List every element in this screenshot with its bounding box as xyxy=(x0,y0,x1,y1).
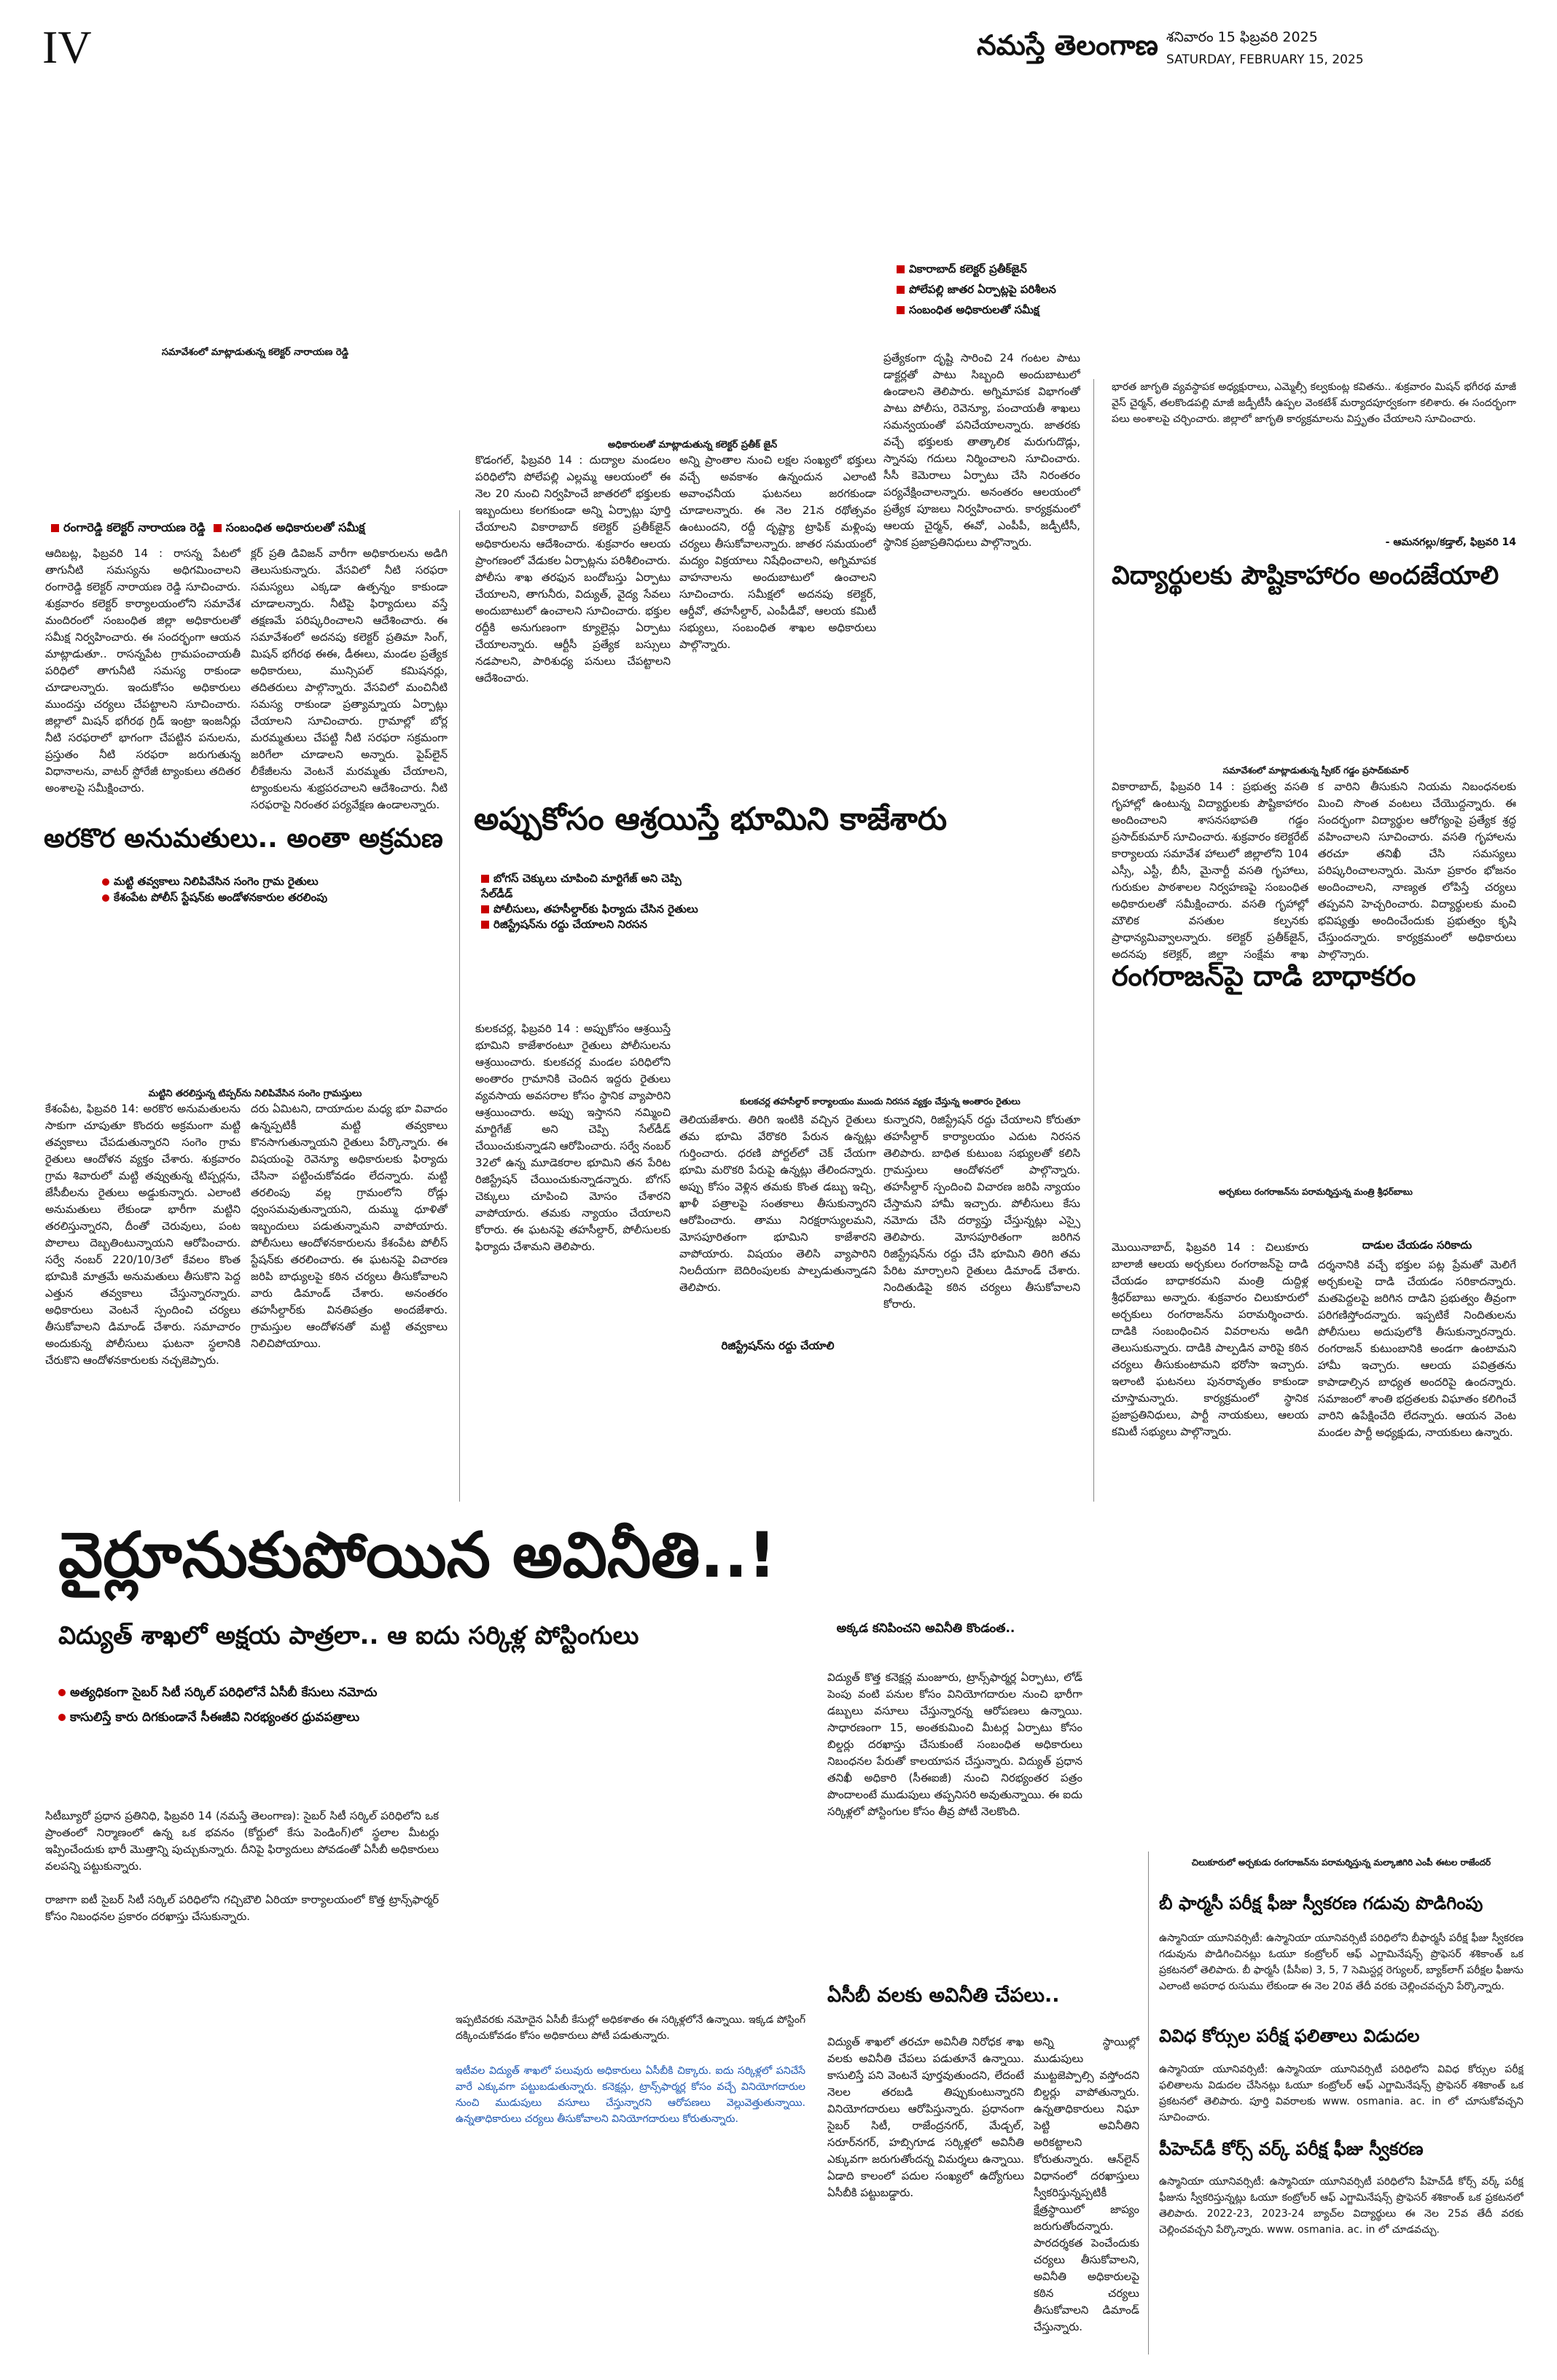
bullet-text: కాసులిస్తే కారు దిగకుండానే సీఈజీవి నిరభ్యంతర ధ్రువపత్రాలు xyxy=(70,1710,360,1725)
bullet-text: మట్టి తవ్వకాలు నిలిపివేసిన సంగెం గ్రామ రైతులు xyxy=(114,875,319,888)
story4-headline: అప్పుకోసం ఆశ్రయిస్తే భూమిని కాజేశారు xyxy=(474,801,948,838)
bullet-text: సంబంధిత అధికారులతో సమీక్ష xyxy=(225,520,365,534)
story7-headline: వైర్లూనుకుపోయిన అవినీతి..! xyxy=(58,1519,776,1592)
bullet-icon xyxy=(481,921,489,929)
story7-col2: విద్యుత్‌ కొత్త కనెక్షన్ల మంజూరు, ట్రాన్స్‌ఫార్మర్ల ఏర్పాటు, లోడ్‌ పెంపు వంటి పనుల కోసం వినియోగదారుల నుంచి భారీగా డబ్బులు వసూలు చేస్తున్నారన్న ఆరోపణలు ఉన్నాయి. సాధారణంగా 15, అంతకుమించి మీటర్ల ఏర్పాటు కోసం బిల్డర్లు దరఖాస్తు చేసుకుంటే సంబంధిత అధికారులు నిబంధనల పేరుతో కాలయాపన చేస్తున్నారు. విద్యుత్‌ ప్రధాన తనిఖీ అధికారి (సీఈఐజీ) నుంచి నిరభ్యంతర పత్రం పొందాలంటే ముడుపులు తప్పనిసరి అవుతున్నాయి. ఈ ఐదు సర్కిళ్లలో పోస్టింగుల కోసం తీవ్ర పోటీ నెలకొంది. xyxy=(827,1671,1082,1818)
bullet-text: పోలేపల్లి జాతర ఏర్పాట్లపై పరిశీలన xyxy=(909,283,1056,296)
story1-sub-bullets xyxy=(102,873,467,905)
story7-pull-note: ఇప్పటివరకు నమోదైన ఏసీబీ కేసుల్లో అధికశాతం ఈ సర్కిళ్లలోనే ఉన్నాయి. ఇక్కడ పోస్టింగ్‌ దక్కించుకోవడం కోసం అధికారులు పోటీ పడుతున్నారు. xyxy=(456,2014,805,2042)
bullet-text: వికారాబాద్‌ కలెక్టర్‌ ప్రతీక్‌జైన్‌ xyxy=(909,262,1027,276)
story4-subhead: రిజిస్ట్రేషన్‌ను రద్దు చేయాలి xyxy=(721,1339,835,1352)
story3-col2: అన్ని ప్రాంతాల నుంచి లక్షల సంఖ్యలో భక్తులు వచ్చే అవకాశం ఉన్నందున ఎలాంటి అవాంఛనీయ ఘటనలు జరగకుండా చూడాలన్నారు. ఈ నెల 21న రథోత్సవం ఉంటుందని, రద్దీ దృష్ట్యా ట్రాఫిక్‌ మళ్లింపు చర్యలు తీసుకోవాలన్నారు. జాతర సమయంలో మద్యం విక్రయాలు నిషేధించాలని, అగ్నిమాపక వాహనాలను అందుబాటులో ఉంచాలని సూచించారు. సమీక్షలో అదనపు కలెక్టర్‌, ఆర్డీవో, తహసీల్దార్‌, ఎంపీడీవో, ఆలయ కమిటీ సభ్యులు, సంబంధిత శాఖల అధికారులు పాల్గొన్నారు. xyxy=(679,453,876,651)
story5-col1: వికారాబాద్‌, ఫిబ్రవరి 14 : ప్రభుత్వ వసతి గృహాల్లో ఉంటున్న విద్యార్థులకు పౌష్టికాహారం అందించాలని శాసనసభాపతి గడ్డం ప్రసాద్‌కుమార్‌ సూచించారు. శుక్రవారం కలెక్టరేట్‌ కార్యాలయ సమావేశ హాలులో జిల్లాలోని 104 ఎస్సీ, ఎస్టీ, బీసీ, మైనార్టీ వసతి గృహాలు, గురుకుల పాఠశాలల నిర్వహణపై సంబంధిత అధికారులతో సమీక్షించారు. వసతి గృహాల్లో మౌలిక వసతుల కల్పనకు ప్రాధాన్యమివ్వాలన్నారు. కలెక్టర్‌ ప్రతీక్‌జైన్‌, అదనపు కలెక్టర్‌, జిల్లా సంక్షేమ శాఖ xyxy=(1112,780,1308,961)
story7-col1: సిటీబ్యూరో ప్రధాన ప్రతినిధి, ఫిబ్రవరి 14 (నమస్తే తెలంగాణ): సైబర్‌ సిటీ సర్కిల్‌ పరిధిలోని ఒక ప్రాంతంలో నిర్మాణంలో ఉన్న ఒక భవనం (కోర్టులో కేసు పెండింగ్‌)లో స్థలాల మీటర్లు ఇప్పించేందుకు భారీ మొత్తాన్ని పుచ్చుకున్నారు. దీనిపై ఫిర్యాదులు పోవడంతో ఏసీబీ అధికారులు వలపన్ని పట్టుకున్నారు. రాజాగా ఐటీ సైబర్‌ సిటీ సర్కిల్‌ పరిధిలోని గచ్చిబౌలి ఏరియా కార్యాలయంలో కొత్త ట్రాన్స్‌ఫార్మర్‌ కోసం నిబంధనల ప్రకారం దరఖాస్తు చేసుకున్నారు. xyxy=(45,1809,439,1923)
story1-col1: ఆదిబట్ల, ఫిబ్రవరి 14 : రాసన్న పేటలో తాగునీటి సమస్యను అధిగమించాలని రంగారెడ్డి కలెక్టర్‌ నారాయణ రెడ్డి సూచించారు. శుక్రవారం కలెక్టర్‌ కార్యాలయంలోని సమావేశ మందిరంలో సంబంధిత జిల్లా అధికారులతో సమీక్ష నిర్వహించారు. ఈ సందర్భంగా ఆయన మాట్లాడుతూ.. రాసన్నపేట గ్రామపంచాయతీ పరిధిలో తాగునీటి సమస్య రాకుండా చూడాలన్నారు. ఇందుకోసం అధికారులు ముందస్తు చర్యలు చేపట్టాలని సూచించారు. జిల్లాలో మిషన్‌ భగీరథ గ్రిడ్‌ ఇంట్రా ఇంజనీర్లు నీటి సరఫరాలో భాగంగా చేపట్టిన పనులను, ప్రస్తుతం నీటి సరఫరా జరుగుతున్న విధానాలను, వాటర్‌ స్టోరేజీ ట్యాంకులు తదితర అంశాలపై సమీక్షించారు. xyxy=(45,547,241,795)
bullet-text: కేశంపేట పోలీస్‌ స్టేషన్‌కు అండోళనకారుల తరలింపు xyxy=(114,891,328,904)
photo-caption: కులకచర్ల తహసీల్దార్‌ కార్యాలయం ముందు నిరసన వ్యక్తం చేస్తున్న అంతారం రైతులు xyxy=(740,1096,1021,1107)
story1-bullets xyxy=(51,519,474,537)
brief-body: ఉస్మానియా యూనివర్సిటీ: ఉస్మానియా యూనివర్సిటీ పరిధిలోని బీఫార్మసీ పరీక్ష ఫీజు స్వీకరణ గడువును పొడిగించినట్లు ఓయూ కంట్రోలర్‌ ఆఫ్‌ ఎగ్జామినేషన్స్‌ ప్రొఫెసర్‌ శశికాంత్‌ ఒక ప్రకటనలో తెలిపారు. బీ ఫార్మసీ (పీసీఐ) 3, 5, 7 సెమిస్టర్ల రెగ్యులర్‌, బ్యాక్‌లాగ్‌ పరీక్షల ఫీజును ఎలాంటి అపరాధ రుసుము లేకుండా ఈ నెల 20వ తేదీ వరకు చెల్లించవచ్చని పేర్కొన్నారు. xyxy=(1159,1932,1523,1992)
brief-body: ఉస్మానియా యూనివర్సిటీ: ఉస్మానియా యూనివర్సిటీ పరిధిలోని పీహెచ్‌డీ కోర్స్‌ వర్క్‌ పరీక్ష ఫీజును స్వీకరిస్తున్నట్లు ఓయూ కంట్రోలర్‌ ఆఫ్‌ ఎగ్జామినేషన్స్‌ ప్రొఫెసర్‌ శశికాంత్‌ ఒక ప్రకటనలో తెలిపారు. 2022-23, 2023-24 బ్యాచ్‌ల విద్యార్థులు ఈ నెల 25వ తేదీ వరకు చెల్లించవచ్చని పేర్కొన్నారు. www. osmania. ac. in లో చూడవచ్చు. xyxy=(1159,2176,1523,2236)
masthead: నమస్తే తెలంగాణ xyxy=(977,29,1158,61)
story5-dateline: - ఆమనగల్లు/కడ్తాల్‌, ఫిబ్రవరి 14 xyxy=(1385,537,1516,548)
story7-blue-quote: ఇటీవల విద్యుత్‌ శాఖలో పలువురు అధికారులు ఏసీబీకి చిక్కారు. ఐదు సర్కిళ్లలో పనిచేసే వారే ఎక్కువగా పట్టుబడుతున్నారు. కనెక్షన్లు, ట్రాన్స్‌ఫార్మర్ల కోసం వచ్చే వినియోగదారుల నుంచి ముడుపులు వసూలు చేస్తున్నారని ఆరోపణలు వెల్లువెత్తుతున్నాయి. ఉన్నతాధికారులు చర్యలు తీసుకోవాలని వినియోగదారులు కోరుతున్నారు. xyxy=(456,2065,805,2125)
bullet-text: బోగస్‌ చెక్కులు చూపించి మార్టిగేజ్‌ అని చెప్పి సేల్‌డీడ్‌ xyxy=(481,872,682,900)
story7-col3: విద్యుత్‌ శాఖలో తరచూ అవినీతి నిరోధక శాఖ వలకు అవినీతి చేపలు పడుతూనే ఉన్నాయి. కాసులిస్తే పని వెంటనే పూర్తవుతుందని, లేదంటే నెలల తరబడి తిప్పుకుంటున్నారని వినియోగదారులు ఆరోపిస్తున్నారు. ప్రధానంగా సైబర్‌ సిటీ, రాజేంద్రనగర్‌, మేడ్చల్‌, సరూర్‌నగర్‌, హబ్సిగూడ సర్కిళ్లలో అవినీతి ఎక్కువగా జరుగుతోందన్న విమర్శలు ఉన్నాయి. ఏడాది కాలంలో పదుల సంఖ్యలో ఉద్యోగులు ఏసీబీకి పట్టుబడ్డారు. xyxy=(827,2035,1024,2199)
photo-caption: సమావేశంలో మాట్లాడుతున్న స్పీకర్‌ గడ్డం ప్రసాద్‌కుమార్‌ xyxy=(1222,765,1409,776)
bullet-icon xyxy=(897,265,905,273)
date-telugu: శనివారం 15 ఫిబ్రవరి 2025 xyxy=(1166,29,1318,45)
bullet-icon xyxy=(102,878,109,886)
bullet-text: సంబంధిత అధికారులతో సమీక్ష xyxy=(909,303,1039,316)
story7-kicker: అక్కడ కనిపించని అవినీతి కొండంత.. xyxy=(836,1621,1015,1636)
bullet-icon xyxy=(58,1689,66,1696)
bullet-icon xyxy=(58,1714,66,1721)
story4-bullets xyxy=(481,871,700,932)
story4-col3: కున్నారని, రిజిస్ట్రేషన్‌ రద్దు చేయాలని కోరుతూ తహసీల్దార్‌ కార్యాలయం ఎదుట నిరసన తెలిపారు. బాధిత కుటుంబ సభ్యులతో కలిసి గ్రామస్తులు ఆందోళనలో పాల్గొన్నారు. తహసీల్దార్‌ స్పందించి విచారణ జరిపి న్యాయం చేస్తామని హామీ ఇచ్చారు. పోలీసులు కేసు నమోదు చేసి దర్యాప్తు చేస్తున్నట్లు ఎస్సై తెలిపారు. మోసపూరితంగా జరిగిన రిజిస్ట్రేషన్‌ను రద్దు చేసి భూమిని తిరిగి తమ పేరిట మార్చాలని రైతులు డిమాండ్‌ చేశారు. నిందితుడిపై కఠిన చర్యలు తీసుకోవాలని కోరారు. xyxy=(883,1113,1080,1311)
bullet-icon xyxy=(102,894,109,902)
story6-subhead: దాడుల చేయడం సరికాదు xyxy=(1362,1238,1472,1252)
story5-headline: విద్యార్థులకు పౌష్టికాహారం అందజేయాలి xyxy=(1112,561,1499,590)
story2-col1: కేశంపేట, ఫిబ్రవరి 14: అరకొర అనుమతులను సాకుగా చూపుతూ కొందరు అక్రమంగా మట్టి తవ్వకాలు చేపడుతున్నారని సంగెం గ్రామ రైతులు ఆందోళన వ్యక్తం చేశారు. శుక్రవారం గ్రామ శివారులో మట్టి తవ్వుతున్న టిప్పర్లను, జేసీబీలను రైతులు అడ్డుకున్నారు. ఎలాంటి అనుమతులు లేకుండా భారీగా మట్టిని తరలిస్తున్నారని, దీంతో చెరువులు, పంట పొలాలు దెబ్బతింటున్నాయని ఆరోపించారు. సర్వే నంబర్‌ 220/10/3లో కేవలం కొంత భూమికి మాత్రమే అనుమతులు తీసుకొని పెద్ద ఎత్తున తవ్వకాలు చేస్తున్నారన్నారు. అధికారులు వెంటనే స్పందించి చర్యలు తీసుకోవాలని డిమాండ్‌ చేశారు. సమాచారం అందుకున్న పోలీసులు ఘటనా స్థలానికి చేరుకొని ఆందోళనకారులకు నచ్చజెప్పారు. xyxy=(45,1102,241,1367)
date-english: SATURDAY, FEBRUARY 15, 2025 xyxy=(1166,52,1364,67)
story3-bullets xyxy=(897,259,1115,320)
story7-col4: అన్ని స్థాయిల్లో ముడుపులు ముట్టజెప్పాల్సి వస్తోందని బిల్డర్లు వాపోతున్నారు. ఉన్నతాధికారులు నిఘా పెట్టి అవినీతిని అరికట్టాలని కోరుతున్నారు. ఆన్‌లైన్‌ విధానంలో దరఖాస్తులు స్వీకరిస్తున్నప్పటికీ క్షేత్రస్థాయిలో జాప్యం జరుగుతోందన్నారు. పారదర్శకత పెంచేందుకు చర్యలు తీసుకోవాలని, అవినీతి అధికారులపై కఠిన చర్యలు తీసుకోవాలని డిమాండ్‌ చేస్తున్నారు. xyxy=(1034,2035,1139,2333)
bullet-icon xyxy=(51,524,59,532)
bullet-icon xyxy=(481,905,489,913)
bullet-icon xyxy=(897,286,905,294)
story5-col0: భారత జాగృతి వ్యవస్థాపక అధ్యక్షురాలు, ఎమ్మెల్సీ కల్వకుంట్ల కవితను.. శుక్రవారం మిషన్‌ భగీరథ మాజీ వైస్‌ చైర్మన్‌, తలకొండపల్లి మాజీ జడ్పీటీసీ ఉప్పల వెంకటేశ్‌ మర్యాదపూర్వకంగా కలిశారు. ఈ సందర్భంగా పలు అంశాలపై చర్చించారు. జిల్లాలో జాగృతి కార్యక్రమాలను విస్తృతం చేయాలని సూచించారు. xyxy=(1112,381,1516,425)
story7-headline2: ఏసీబీ వలకు అవినీతి చేపలు.. xyxy=(827,1984,1060,2007)
story6-headline: రంగరాజన్‌పై దాడి బాధాకరం xyxy=(1112,960,1416,992)
photo-caption: అధికారులతో మాట్లాడుతున్న కలెక్టర్‌ ప్రతీక్‌ జైన్‌ xyxy=(607,440,778,450)
brief-title: బీ ఫార్మసీ పరీక్ష ఫీజు స్వీకరణ గడువు పొడిగింపు xyxy=(1159,1893,1483,1913)
story3-col1: కొడంగల్‌, ఫిబ్రవరి 14 : దుద్యాల మండలం పరిధిలోని పోలేపల్లి ఎల్లమ్మ ఆలయంలో ఈ నెల 20 నుంచి నిర్వహించే జాతరలో భక్తులకు ఇబ్బందులు కలగకుండా అన్ని ఏర్పాట్లు పూర్తి చేయాలని వికారాబాద్‌ కలెక్టర్‌ ప్రతీక్‌జైన్‌ అధికారులను ఆదేశించారు. శుక్రవారం ఆలయ ప్రాంగణంలో వేడుకల ఏర్పాట్లను పరిశీలించారు. పోలీసు శాఖ తరఫున బందోబస్తు ఏర్పాటు చేయాలని, తాగునీరు, విద్యుత్‌, వైద్య సేవలు అందుబాటులో ఉంచాలని సూచించారు. భక్తుల రద్దీకి అనుగుణంగా క్యూలైన్లు ఏర్పాటు చేయాలన్నారు. ఆర్టీసీ ప్రత్యేక బస్సులు నడపాలని, పారిశుధ్య పనులు చేపట్టాలని ఆదేశించారు. xyxy=(475,453,671,684)
photo-caption: అర్చకులు రంగరాజన్‌ను పరామర్శిస్తున్న మంత్రి శ్రీధర్‌బాబు xyxy=(1219,1187,1413,1197)
story1-headline: అరకొర అనుమతులు.. అంతా అక్రమణ xyxy=(44,824,443,854)
story7-bullets xyxy=(58,1680,423,1730)
bullet-text: రంగారెడ్డి కలెక్టర్‌ నారాయణ రెడ్డి xyxy=(63,520,206,534)
photo-caption: మట్టిని తరలిస్తున్న టిప్పర్‌ను నిలిపివేసిన సంగెం గ్రామస్తులు xyxy=(148,1088,362,1099)
story3-col3: ప్రత్యేకంగా దృష్టి సారించి 24 గంటల పాటు డాక్టర్లతో పాటు సిబ్బంది అందుబాటులో ఉండాలని తెలిపారు. అగ్నిమాపక విభాగంతో పాటు పోలీసు, రెవెన్యూ, పంచాయతీ శాఖలు సమన్వయంతో పనిచేయాలన్నారు. జాతరకు వచ్చే భక్తులకు తాత్కాలిక మరుగుదొడ్లు, స్నానపు గదులు నిర్మించాలని సూచించారు. సీసీ కెమెరాలు ఏర్పాటు చేసి నిరంతరం పర్యవేక్షించాలన్నారు. అనంతరం ఆలయంలో ప్రత్యేక పూజలు నిర్వహించారు. కార్యక్రమంలో ఆలయ చైర్మన్‌, ఈవో, ఎంపీపీ, జడ్పీటీసీ, స్థానిక ప్రజాప్రతినిధులు పాల్గొన్నారు. xyxy=(883,351,1080,549)
photo-caption: సమావేశంలో మాట్లాడుతున్న కలెక్టర్‌ నారాయణ రెడ్డి xyxy=(161,347,349,358)
story6-col1: మొయినాబాద్‌, ఫిబ్రవరి 14 : చిలుకూరు బాలాజీ ఆలయ అర్చకులు రంగరాజన్‌పై దాడి చేయడం బాధాకరమని మంత్రి దుద్దిళ్ల శ్రీధర్‌బాబు అన్నారు. శుక్రవారం చిలుకూరులో అర్చకులు రంగరాజన్‌ను పరామర్శించారు. దాడికి సంబంధించిన వివరాలను అడిగి తెలుసుకున్నారు. దాడికి పాల్పడిన వారిపై కఠిన చర్యలు తీసుకుంటామని భరోసా ఇచ్చారు. ఇలాంటి ఘటనలు పునరావృతం కాకుండా చూస్తామన్నారు. కార్యక్రమంలో స్థానిక ప్రజాప్రతినిధులు, పార్టీ నాయకులు, ఆలయ కమిటీ సభ్యులు పాల్గొన్నారు. xyxy=(1112,1241,1308,1438)
story1-col2: క్లర్‌ ప్రతి డివిజన్‌ వారీగా అధికారులను అడిగి తెలుసుకున్నారు. వేసవిలో నీటి సరఫరా సమస్యలు ఎక్కడా ఉత్పన్నం కాకుండా చూడాలన్నారు. నీటిపై ఫిర్యాదులు వస్తే తక్షణమే పరిష్కరించాలని ఆదేశించారు. ఈ సమావేశంలో అదనపు కలెక్టర్‌ ప్రతిమా సింగ్‌, మిషన్‌ భగీరథ ఈఈ, డీఈలు, మండల ప్రత్యేక అధికారులు, మున్సిపల్‌ కమిషనర్లు, తదితరులు పాల్గొన్నారు. వేసవిలో మంచినీటి సమస్య రాకుండా ప్రత్యామ్నాయ ఏర్పాట్లు చేయాలని సూచించారు. గ్రామాల్లో బోర్ల మరమ్మతులు చేపట్టి నీటి సరఫరా సక్రమంగా జరిగేలా చూడాలని అన్నారు. పైప్‌లైన్‌ లీకేజీలను వెంటనే మరమ్మతు చేయాలని, ట్యాంకులను శుభ్రపరచాలని ఆదేశించారు. నీటి సరఫరాపై నిరంతర పర్యవేక్షణ ఉండాలన్నారు. xyxy=(251,547,448,811)
brief-body: ఉస్మానియా యూనివర్సిటీ: ఉస్మానియా యూనివర్సిటీ పరిధిలోని వివిధ కోర్సుల పరీక్ష ఫలితాలను విడుదల చేసినట్లు ఓయూ కంట్రోలర్‌ ఆఫ్‌ ఎగ్జామినేషన్స్‌ ప్రొఫెసర్‌ శశికాంత్‌ ఒక ప్రకటనలో తెలిపారు. పూర్తి వివరాలకు www. osmania. ac. in లో చూసుకోవచ్చని సూచించారు. xyxy=(1159,2064,1523,2123)
column-rule xyxy=(459,510,460,1502)
page-number: IV xyxy=(42,21,92,73)
brief-title: వివిధ కోర్సుల పరీక్ష ఫలితాలు విడుదల xyxy=(1159,2026,1420,2046)
bullet-icon xyxy=(481,875,489,883)
bullet-text: రిజిస్ట్రేషన్‌ను రద్దు చేయాలని నిరసన xyxy=(493,918,647,931)
brief-title: పీహెచ్‌డీ కోర్స్‌ వర్క్‌ పరీక్ష ఫీజు స్వీకరణ xyxy=(1159,2139,1424,2159)
bullet-text: అత్యధికంగా సైబర్‌ సిటీ సర్కిల్‌ పరిధిలోనే ఏసీబీ కేసులు నమోదు xyxy=(70,1685,378,1700)
story4-col1: కులకచర్ల, ఫిబ్రవరి 14 : అప్పుకోసం ఆశ్రయిస్తే భూమిని కాజేశారంటూ రైతులు పోలీసులను ఆశ్రయించారు. కులకచర్ల మండల పరిధిలోని అంతారం గ్రామానికి చెందిన ఇద్దరు రైతులు వ్యవసాయ అవసరాల కోసం స్థానిక వ్యాపారిని ఆశ్రయించారు. అప్పు ఇస్తానని నమ్మించి మార్టిగేజ్‌ అని చెప్పి సేల్‌డీడ్‌ చేయించుకున్నాడని ఆరోపించారు. సర్వే నంబర్‌ 32లో ఉన్న మూడెకరాల భూమిని తన పేరిట రిజిస్ట్రేషన్‌ చేయించుకున్నాడన్నారు. బోగస్‌ చెక్కులు చూపించి మోసం చేశారని వాపోయారు. తమకు న్యాయం చేయాలని కోరారు. ఈ ఘటనపై తహసీల్దార్‌, పోలీసులకు ఫిర్యాదు చేశామని తెలిపారు. xyxy=(475,1022,671,1253)
story7-subheadline: విద్యుత్‌ శాఖలో అక్షయ పాత్రలా.. ఆ ఐదు సర్కిళ్ల పోస్టింగులు xyxy=(58,1621,639,1650)
bullet-text: పోలీసులు, తహసీల్దార్‌కు ఫిర్యాదు చేసిన రైతులు xyxy=(493,902,698,916)
story4-col2: తెలియజేశారు. తిరిగి ఇంటికి వచ్చిన రైతులు తమ భూమి వేరొకరి పేరున ఉన్నట్లు గుర్తించారు. ధరణి పోర్టల్‌లో చెక్‌ చేయగా భూమి మరొకరి పేరుపై ఉన్నట్లు తేలిందన్నారు. అప్పు కోసం వెళ్లిన తమకు కొంత డబ్బు ఇచ్చి, ఖాళీ పత్రాలపై సంతకాలు తీసుకున్నారని ఆరోపించారు. తాము నిరక్షరాస్యులమని, మోసపూరితంగా భూమిని కాజేశారని వాపోయారు. విషయం తెలిసి వ్యాపారిని నిలదీయగా బెదిరింపులకు పాల్పడుతున్నాడని తెలిపారు. xyxy=(679,1113,876,1294)
column-rule xyxy=(1148,1852,1149,2354)
photo-caption: చిలుకూరులో అర్చకుడు రంగరాజన్‌ను పరామర్శిస్తున్న మల్కాజిగిరి ఎంపీ ఈటల రాజేందర్‌ xyxy=(1191,1857,1491,1868)
bullet-icon xyxy=(897,306,905,314)
story6-col2: దర్శనానికి వచ్చే భక్తుల పట్ల ప్రేమతో మెలిగే అర్చకులపై దాడి చేయడం సరికాదన్నారు. మతపెద్దలపై జరిగిన దాడిని ప్రభుత్వం తీవ్రంగా పరిగణిస్తోందన్నారు. ఇప్పటికే నిందితులను పోలీసులు అదుపులోకి తీసుకున్నారన్నారు. రంగరాజన్‌ కుటుంబానికి అండగా ఉంటామని హామీ ఇచ్చారు. ఆలయ పవిత్రతను కాపాడాల్సిన బాధ్యత అందరిపై ఉందన్నారు. సమాజంలో శాంతి భద్రతలకు విఘాతం కలిగించే వారిని ఉపేక్షించేది లేదన్నారు. ఆయన వెంట మండల పార్టీ అధ్యక్షుడు, నాయకులు ఉన్నారు. xyxy=(1318,1258,1516,1439)
story5-col2: క వారిని తీసుకుని నియమ నిబంధనలకు మించి సొంత వంటలు చేయొద్దన్నారు. ఈ సందర్భంగా విద్యార్థుల ఆరోగ్యంపై ప్రత్యేక శ్రద్ధ వహించాలని సూచించారు. వసతి గృహాలను తరచూ తనిఖీ చేసి సమస్యలు పరిష్కరించాలన్నారు. మెనూ ప్రకారం భోజనం అందించాలని, నాణ్యత లోపిస్తే చర్యలు తప్పవని హెచ్చరించారు. విద్యార్థులకు మంచి భవిష్యత్తు అందించేందుకు ప్రభుత్వం కృషి చేస్తుందన్నారు. కార్యక్రమంలో అధికారులు పాల్గొన్నారు. xyxy=(1318,780,1516,961)
story2-col2: దరు ఏమిటని, దాయాదుల మధ్య భూ వివాదం ఉన్నప్పటికీ మట్టి తవ్వకాలు కొనసాగుతున్నాయని రైతులు పేర్కొన్నారు. ఈ విషయంపై రెవెన్యూ అధికారులకు ఫిర్యాదు చేసినా పట్టించుకోవడం లేదన్నారు. మట్టి తరలింపు వల్ల గ్రామంలోని రోడ్లు ధ్వంసమవుతున్నాయని, దుమ్ము ధూళితో ఇబ్బందులు పడుతున్నామని వాపోయారు. పోలీసులు ఆందోళనకారులను కేశంపేట పోలీస్‌ స్టేషన్‌కు తరలించారు. ఈ ఘటనపై విచారణ జరిపి బాధ్యులపై కఠిన చర్యలు తీసుకోవాలని వారు డిమాండ్‌ చేశారు. అనంతరం తహసీల్దార్‌కు వినతిపత్రం అందజేశారు. గ్రామస్తుల ఆందోళనతో మట్టి తవ్వకాలు నిలిచిపోయాయి. xyxy=(251,1102,448,1350)
column-rule xyxy=(1093,379,1094,1502)
bullet-icon xyxy=(214,524,222,532)
